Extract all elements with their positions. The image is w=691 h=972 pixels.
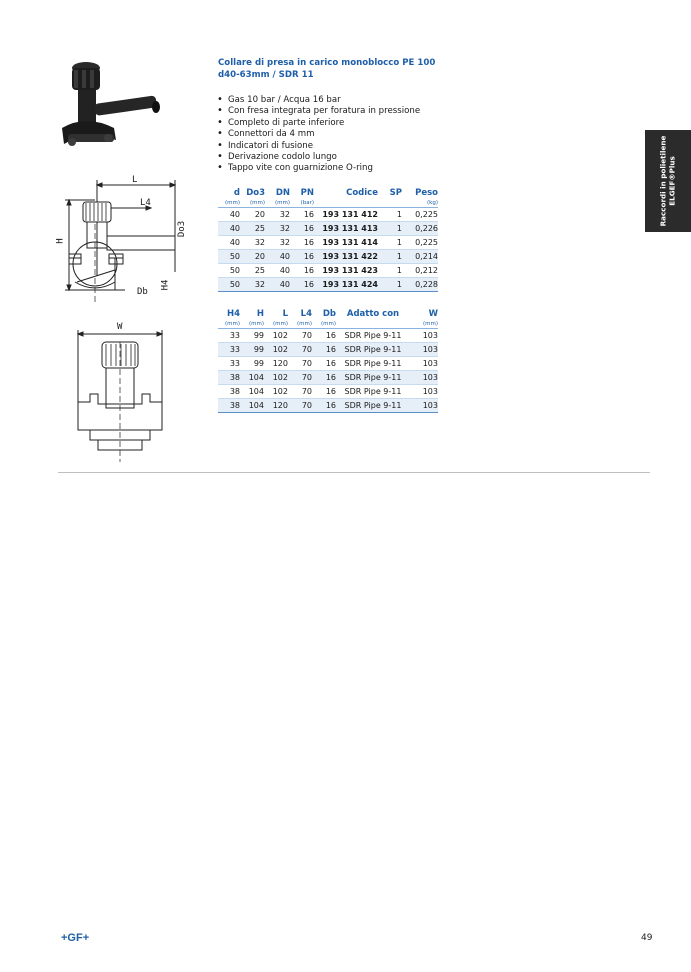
- table-cell: 120: [264, 399, 288, 413]
- table-cell: 40: [265, 264, 290, 278]
- table-cell: 38: [218, 385, 240, 399]
- col-header-codice: Codice: [346, 188, 378, 198]
- table-cell: 103: [410, 399, 438, 413]
- table-cell: 1: [378, 236, 402, 250]
- feature-item: • Derivazione codolo lungo: [217, 152, 420, 163]
- table-cell: 0,226: [402, 222, 438, 236]
- unit-cell: (mm): [218, 320, 240, 329]
- product-title-line2: d40-63mm / SDR 11: [218, 69, 314, 80]
- table-cell: SDR Pipe 9-11: [336, 357, 410, 371]
- table-row: [218, 371, 438, 385]
- table-cell: 40: [218, 208, 240, 222]
- table-cell: 16: [290, 278, 314, 292]
- table-cell: SDR Pipe 9-11: [336, 371, 410, 385]
- table-cell: 1: [378, 208, 402, 222]
- table-cell: 70: [288, 329, 312, 343]
- table-cell: 25: [240, 222, 265, 236]
- table-cell: SDR Pipe 9-11: [336, 385, 410, 399]
- table-cell: 103: [410, 371, 438, 385]
- table-header-row: [218, 188, 438, 199]
- table-cell-code: 193 131 423: [314, 264, 378, 278]
- unit-cell: [378, 199, 402, 208]
- table-cell: 102: [264, 343, 288, 357]
- side-tab-line2: ELGEF®Plus: [667, 156, 676, 206]
- section-side-tab: [645, 130, 691, 232]
- table-cell-code: 193 131 414: [314, 236, 378, 250]
- spec-table-dimensions: [218, 309, 438, 413]
- unit-cell: (mm): [410, 320, 438, 329]
- unit-cell: (mm): [288, 320, 312, 329]
- table-cell: 0,225: [402, 208, 438, 222]
- table-cell: 16: [290, 250, 314, 264]
- dim-label-w: W: [117, 322, 123, 332]
- table-row: [218, 208, 438, 222]
- table-cell: 38: [218, 399, 240, 413]
- table-cell: 1: [378, 278, 402, 292]
- table-cell: 16: [290, 222, 314, 236]
- gf-logo: +GF+: [61, 932, 90, 944]
- table-cell: 70: [288, 399, 312, 413]
- table-cell: 32: [265, 236, 290, 250]
- table-cell: 120: [264, 357, 288, 371]
- col-header-h: H: [256, 309, 264, 319]
- feature-list: [217, 95, 420, 175]
- table-cell: 20: [240, 208, 265, 222]
- table-cell: 103: [410, 329, 438, 343]
- col-header-db: Db: [322, 309, 336, 319]
- table-cell: SDR Pipe 9-11: [336, 343, 410, 357]
- table-cell: 99: [240, 357, 264, 371]
- table-cell: 102: [264, 385, 288, 399]
- product-title: [218, 58, 478, 81]
- side-view-drawing: [55, 172, 205, 304]
- table-row: [218, 357, 438, 371]
- table-cell: 32: [265, 208, 290, 222]
- table-cell: 16: [312, 357, 336, 371]
- table-cell: 16: [290, 264, 314, 278]
- table-cell: 38: [218, 371, 240, 385]
- front-view-drawing: [70, 322, 170, 462]
- col-header-dn: DN: [275, 188, 290, 198]
- dim-label-h: H: [55, 238, 66, 244]
- feature-item: • Indicatori di fusione: [217, 141, 420, 152]
- table-cell: 40: [265, 278, 290, 292]
- table-row: [218, 264, 438, 278]
- side-tab-text: [660, 136, 677, 227]
- col-header-l: L: [282, 309, 288, 319]
- table-header-row: [218, 309, 438, 320]
- table-cell: 40: [218, 236, 240, 250]
- col-header-h4: H4: [226, 309, 240, 319]
- dim-label-h4: H4: [160, 279, 171, 291]
- table-cell: SDR Pipe 9-11: [336, 329, 410, 343]
- table-cell: 20: [240, 250, 265, 264]
- table-cell: 103: [410, 385, 438, 399]
- col-header-d: d: [233, 188, 240, 198]
- col-header-pn: PN: [300, 188, 314, 198]
- table-cell: 50: [218, 264, 240, 278]
- table-cell: 40: [265, 250, 290, 264]
- feature-item: • Con fresa integrata per foratura in pressione: [217, 106, 420, 117]
- table-row: [218, 236, 438, 250]
- table-cell: 16: [312, 385, 336, 399]
- table-cell: 1: [378, 264, 402, 278]
- table-cell: 103: [410, 343, 438, 357]
- table-row: [218, 343, 438, 357]
- table-cell: 70: [288, 371, 312, 385]
- spec-table-codes: [218, 188, 438, 292]
- table-row: [218, 385, 438, 399]
- table-cell: 104: [240, 399, 264, 413]
- table-cell: 16: [312, 399, 336, 413]
- table-cell: 102: [264, 329, 288, 343]
- table-cell: 70: [288, 343, 312, 357]
- page-number: 49: [641, 933, 653, 943]
- table-cell: 99: [240, 329, 264, 343]
- table-cell: 104: [240, 385, 264, 399]
- table-cell: 33: [218, 357, 240, 371]
- table-cell-code: 193 131 422: [314, 250, 378, 264]
- col-header-w: W: [428, 309, 438, 319]
- table-cell-code: 193 131 412: [314, 208, 378, 222]
- table-cell-code: 193 131 413: [314, 222, 378, 236]
- table-cell: 0,225: [402, 236, 438, 250]
- col-header-do3: Do3: [246, 188, 265, 198]
- unit-cell: (mm): [240, 320, 264, 329]
- table-cell: 16: [290, 208, 314, 222]
- table-cell: 16: [312, 329, 336, 343]
- table-cell: 0,212: [402, 264, 438, 278]
- table-row: [218, 250, 438, 264]
- dim-label-do3: Do3: [177, 220, 188, 238]
- unit-cell: (mm): [218, 199, 240, 208]
- table-row: [218, 222, 438, 236]
- unit-cell: (kg): [402, 199, 438, 208]
- table-cell: 32: [240, 236, 265, 250]
- unit-cell: [336, 320, 410, 329]
- feature-item: • Connettori da 4 mm: [217, 129, 420, 140]
- feature-item: • Tappo vite con guarnizione O-ring: [217, 163, 420, 174]
- table-cell: 104: [240, 371, 264, 385]
- product-title-line1: Collare di presa in carico monoblocco PE 100: [218, 58, 436, 68]
- table-cell: 99: [240, 343, 264, 357]
- unit-cell: (mm): [265, 199, 290, 208]
- col-header-sp: SP: [389, 188, 402, 198]
- table-units-row: [218, 320, 438, 329]
- table-cell-code: 193 131 424: [314, 278, 378, 292]
- table-cell: 1: [378, 222, 402, 236]
- product-photo: [58, 58, 168, 158]
- table-cell: 16: [312, 371, 336, 385]
- col-header-adatto-con: Adatto con: [346, 309, 400, 319]
- dim-label-db: Db: [137, 287, 148, 297]
- table-cell: 25: [240, 264, 265, 278]
- table-cell: 50: [218, 250, 240, 264]
- table-cell: 70: [288, 385, 312, 399]
- unit-cell: (mm): [264, 320, 288, 329]
- table-cell: 50: [218, 278, 240, 292]
- table-cell: 16: [290, 236, 314, 250]
- feature-item: • Completo di parte inferiore: [217, 118, 420, 129]
- table-cell: 40: [218, 222, 240, 236]
- unit-cell: (mm): [312, 320, 336, 329]
- table-cell: 103: [410, 357, 438, 371]
- table-cell: 32: [265, 222, 290, 236]
- unit-cell: (bar): [290, 199, 314, 208]
- col-header-peso: Peso: [415, 188, 438, 198]
- dim-label-l: L: [132, 175, 138, 185]
- table-cell: 0,228: [402, 278, 438, 292]
- table-row: [218, 278, 438, 292]
- table-cell: 0,214: [402, 250, 438, 264]
- feature-item: • Gas 10 bar / Acqua 16 bar: [217, 95, 420, 106]
- dim-label-l4: L4: [140, 198, 151, 208]
- table-cell: 1: [378, 250, 402, 264]
- table-cell: 32: [240, 278, 265, 292]
- unit-cell: [314, 199, 378, 208]
- table-cell: 102: [264, 371, 288, 385]
- table-cell: SDR Pipe 9-11: [336, 399, 410, 413]
- col-header-l4: L4: [300, 309, 312, 319]
- unit-cell: (mm): [240, 199, 265, 208]
- side-tab-line1: Raccordi in polietilene: [658, 135, 668, 227]
- table-cell: 70: [288, 357, 312, 371]
- table-units-row: [218, 199, 438, 208]
- table-cell: 33: [218, 329, 240, 343]
- table-cell: 33: [218, 343, 240, 357]
- table-row: [218, 329, 438, 343]
- table-cell: 16: [312, 343, 336, 357]
- section-divider: [58, 472, 650, 473]
- table-row: [218, 399, 438, 413]
